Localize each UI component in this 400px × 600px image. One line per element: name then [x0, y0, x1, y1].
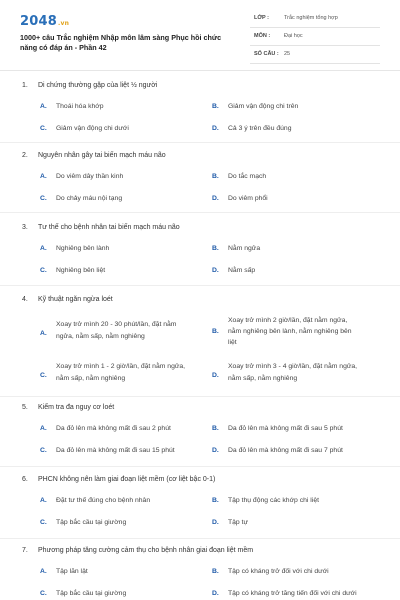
option-text: Nằm ngửa [228, 245, 261, 252]
option-text: Do tắc mạch [228, 173, 267, 180]
option-text: Cả 3 ý trên đều đúng [228, 125, 292, 132]
meta-row-count [250, 48, 380, 64]
option-letter: B. [212, 497, 219, 504]
option-letter: D. [212, 372, 219, 379]
option-letter: B. [212, 103, 219, 110]
meta-label: SỐ CÂU : [254, 51, 279, 57]
option-text-line: nằm sấp, nằm nghiêng [56, 375, 126, 382]
option-letter: B. [212, 245, 219, 252]
option-letter: B. [212, 568, 219, 575]
option-letter: C. [40, 195, 47, 202]
question-divider [0, 396, 400, 397]
question-number: 2. [22, 152, 28, 159]
option-text: Tập lăn lật [56, 568, 88, 575]
option-text: Nghiêng bên lành [56, 245, 110, 252]
option-text-line: Xoay trở mình 20 - 30 phút/lần, đặt nằm [56, 321, 177, 328]
site-logo[interactable] [20, 14, 69, 29]
option-text: Do viêm phổi [228, 195, 268, 202]
option-text-line: Xoay trở mình 3 - 4 giờ/lần, đặt nằm ngửa, [228, 363, 358, 370]
option-letter: D. [212, 447, 219, 454]
question-divider [0, 538, 400, 539]
question-number: 1. [22, 82, 28, 89]
option-text-line: nằm sấp, nằm nghiêng [228, 375, 298, 382]
option-text: Do chảy máu nội tạng [56, 195, 123, 202]
option-letter: A. [40, 103, 47, 110]
meta-row-class [250, 12, 380, 28]
meta-row-subject [250, 30, 380, 46]
document-title: 1000+ câu Trắc nghiệm Nhập môn lâm sàng Phục hồi chức năng có đáp án - Phần 42 [20, 33, 222, 52]
question-number: 7. [22, 547, 28, 554]
option-text: Da đỏ lên mà không mất đi sau 7 phút [228, 447, 343, 454]
option-letter: C. [40, 590, 47, 597]
option-letter: B. [212, 173, 219, 180]
header-divider [0, 70, 400, 71]
meta-label: LỚP : [254, 15, 269, 21]
meta-value: Đại học [284, 33, 303, 39]
option-text: Tập bắc cầu tại giường [56, 590, 127, 597]
option-a[interactable] [40, 320, 205, 348]
logo-text: 2048 [20, 14, 57, 29]
option-text: Tập có kháng trở tăng tiến đối với chi dưới [228, 590, 357, 597]
option-letter: D. [212, 125, 219, 132]
option-text: Da đỏ lên mà không mất đi sau 15 phút [56, 447, 175, 454]
option-letter: A. [40, 497, 47, 504]
option-letter: C. [40, 519, 47, 526]
option-letter: C. [40, 125, 47, 132]
option-letter: D. [212, 195, 219, 202]
question-divider [0, 285, 400, 286]
option-letter: C. [40, 267, 47, 274]
option-letter: B. [212, 328, 219, 335]
question-number: 4. [22, 296, 28, 303]
question-number: 5. [22, 404, 28, 411]
option-text-line: Xoay trở mình 2 giờ/lần, đặt nằm ngửa, [228, 317, 348, 324]
question-text: Tư thế cho bệnh nhân tai biến mạch máu não [38, 224, 180, 231]
option-text: Đặt tư thế đúng cho bệnh nhân [56, 497, 151, 504]
option-letter: C. [40, 447, 47, 454]
question-divider [0, 142, 400, 143]
meta-label: MÔN : [254, 33, 271, 39]
option-text: Thoái hóa khớp [56, 103, 104, 110]
option-text: Da đỏ lên mà không mất đi sau 2 phút [56, 425, 171, 432]
logo-tld: .vn [57, 20, 70, 27]
option-text: Da đỏ lên mà không mất đi sau 5 phút [228, 425, 343, 432]
question-number: 3. [22, 224, 28, 231]
question-text: Di chứng thường gặp của liệt ½ người [38, 82, 158, 89]
option-letter: A. [40, 330, 47, 337]
document-meta [250, 12, 380, 66]
option-text: Tập có kháng trở đối với chi dưới [228, 568, 329, 575]
question-text: Phương pháp tăng cường cảm thụ cho bệnh nhân giai đoạn liệt mềm [38, 547, 254, 554]
question-text: Kỹ thuật ngăn ngừa loét [38, 296, 113, 303]
option-text-line: Xoay trở mình 1 - 2 giờ/lần, đặt nằm ngửa, [56, 363, 186, 370]
option-text: Tập thụ động các khớp chi liệt [228, 497, 319, 504]
option-letter: D. [212, 590, 219, 597]
option-text: Giảm vận động chi dưới [56, 125, 129, 132]
option-c[interactable] [40, 362, 205, 390]
option-letter: A. [40, 245, 47, 252]
document-header [0, 0, 400, 64]
option-d[interactable] [212, 362, 387, 390]
meta-value: 25 [284, 51, 291, 57]
option-letter: A. [40, 425, 47, 432]
option-text: Nghiêng bên liệt [56, 267, 106, 274]
option-text: Nằm sấp [228, 267, 256, 274]
option-text-line: liệt [228, 339, 237, 346]
question-text: PHCN không nên làm giai đoạn liệt mềm (cơ liệt bậc 0-1) [38, 476, 216, 483]
question-divider [0, 212, 400, 213]
meta-value: Trắc nghiệm tổng hợp [284, 15, 338, 21]
option-text-line: ngửa, nằm sấp, nằm nghiêng [56, 333, 145, 340]
question-divider [0, 466, 400, 467]
option-letter: D. [212, 519, 219, 526]
option-text: Do viêm dây thần kinh [56, 173, 124, 180]
option-letter: B. [212, 425, 219, 432]
option-letter: A. [40, 173, 47, 180]
option-letter: D. [212, 267, 219, 274]
question-number: 6. [22, 476, 28, 483]
option-letter: A. [40, 568, 47, 575]
option-text: Tập bắc cầu tại giường [56, 519, 127, 526]
question-text: Nguyên nhân gây tai biến mạch máu não [38, 152, 166, 159]
option-text: Tập tự [228, 519, 249, 526]
question-text: Kiểm tra đa nguy cơ loét [38, 404, 115, 411]
option-letter: C. [40, 372, 47, 379]
option-b[interactable] [212, 316, 387, 352]
option-text-line: nằm nghiêng bên lành, nằm nghiêng bên [228, 328, 352, 335]
option-text: Giảm vận động chi trên [228, 103, 299, 110]
